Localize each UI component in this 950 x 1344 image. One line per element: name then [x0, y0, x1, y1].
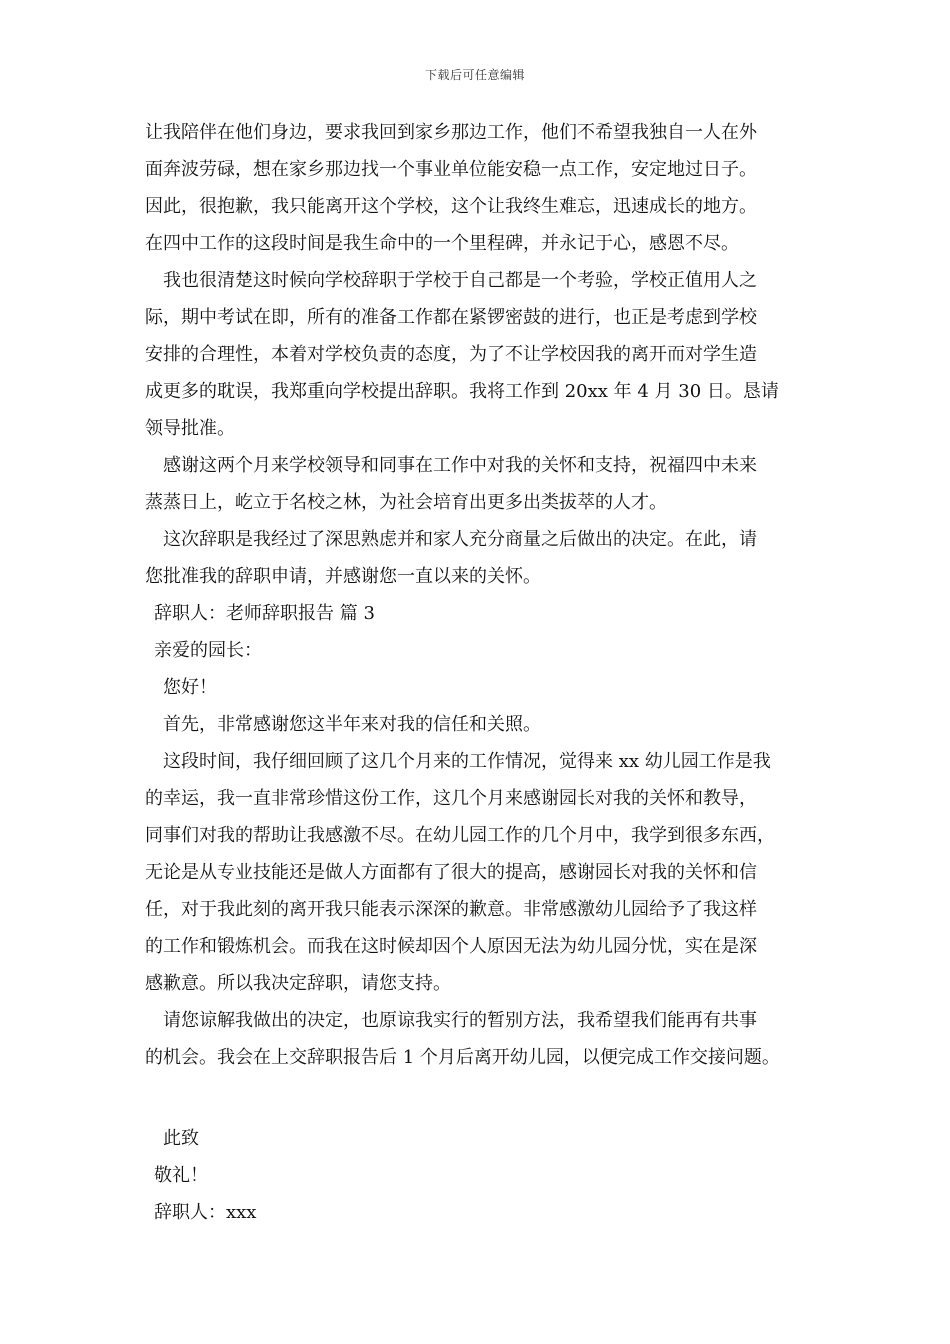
paragraph-start-line: 首先，非常感谢您这半年来对我的信任和关照。: [163, 714, 541, 735]
body-line: 蒸蒸日上，屹立于名校之林，为社会培育出更多出类拔萃的人才。: [145, 492, 667, 513]
closing-ci-zhi: 此致: [163, 1128, 199, 1149]
body-line: 在四中工作的这段时间是我生命中的一个里程碑，并永记于心，感恩不尽。: [145, 233, 739, 254]
paragraph-start-line: 请您谅解我做出的决定，也原谅我实行的暂别方法，我希望我们能再有共事: [163, 1010, 757, 1031]
body-line: 领导批准。: [145, 418, 235, 439]
body-line: 安排的合理性，本着对学校负责的态度，为了不让学校因我的离开而对学生造: [145, 344, 757, 365]
closing-jing-li: 敬礼！: [154, 1165, 208, 1186]
body-line: 的幸运，我一直非常珍惜这份工作，这几个月来感谢园长对我的关怀和教导，: [145, 788, 757, 809]
paragraph-start-line: 我也很清楚这时候向学校辞职于学校于自己都是一个考验，学校正值用人之: [163, 270, 757, 291]
signature-line: 辞职人：xxx: [154, 1202, 257, 1223]
body-line: 感歉意。所以我决定辞职，请您支持。: [145, 973, 451, 994]
paragraph-start-line: 这次辞职是我经过了深思熟虑并和家人充分商量之后做出的决定。在此，请: [163, 529, 757, 550]
greeting: 您好！: [163, 677, 217, 698]
section-heading: 辞职人：老师辞职报告 篇 3: [154, 603, 375, 624]
body-line: 的工作和锻炼机会。而我在这时候却因个人原因无法为幼儿园分忧，实在是深: [145, 936, 757, 957]
body-line: 际，期中考试在即，所有的准备工作都在紧锣密鼓的进行，也正是考虑到学校: [145, 307, 757, 328]
body-line: 成更多的耽误，我郑重向学校提出辞职。我将工作到 20xx 年 4 月 30 日。恳请: [145, 381, 779, 402]
body-line: 无论是从专业技能还是做人方面都有了很大的提高，感谢园长对我的关怀和信: [145, 862, 757, 883]
body-line: 让我陪伴在他们身边，要求我回到家乡那边工作，他们不希望我独自一人在外: [145, 122, 757, 143]
salutation: 亲爱的园长：: [154, 640, 262, 661]
download-note-header: 下载后可任意编辑: [424, 68, 525, 82]
paragraph-start-line: 感谢这两个月来学校领导和同事在工作中对我的关怀和支持，祝福四中未来: [163, 455, 757, 476]
body-line: 面奔波劳碌，想在家乡那边找一个事业单位能安稳一点工作，安定地过日子。: [145, 159, 757, 180]
body-line: 因此，很抱歉，我只能离开这个学校，这个让我终生难忘，迅速成长的地方。: [145, 196, 757, 217]
paragraph-start-line: 这段时间，我仔细回顾了这几个月来的工作情况，觉得来 xx 幼儿园工作是我: [163, 751, 771, 772]
body-line: 您批准我的辞职申请，并感谢您一直以来的关怀。: [145, 566, 541, 587]
body-line: 任，对于我此刻的离开我只能表示深深的歉意。非常感激幼儿园给予了我这样: [145, 899, 757, 920]
body-line: 同事们对我的帮助让我感激不尽。在幼儿园工作的几个月中，我学到很多东西，: [145, 825, 775, 846]
body-line: 的机会。我会在上交辞职报告后 1 个月后离开幼儿园，以便完成工作交接问题。: [145, 1047, 780, 1068]
